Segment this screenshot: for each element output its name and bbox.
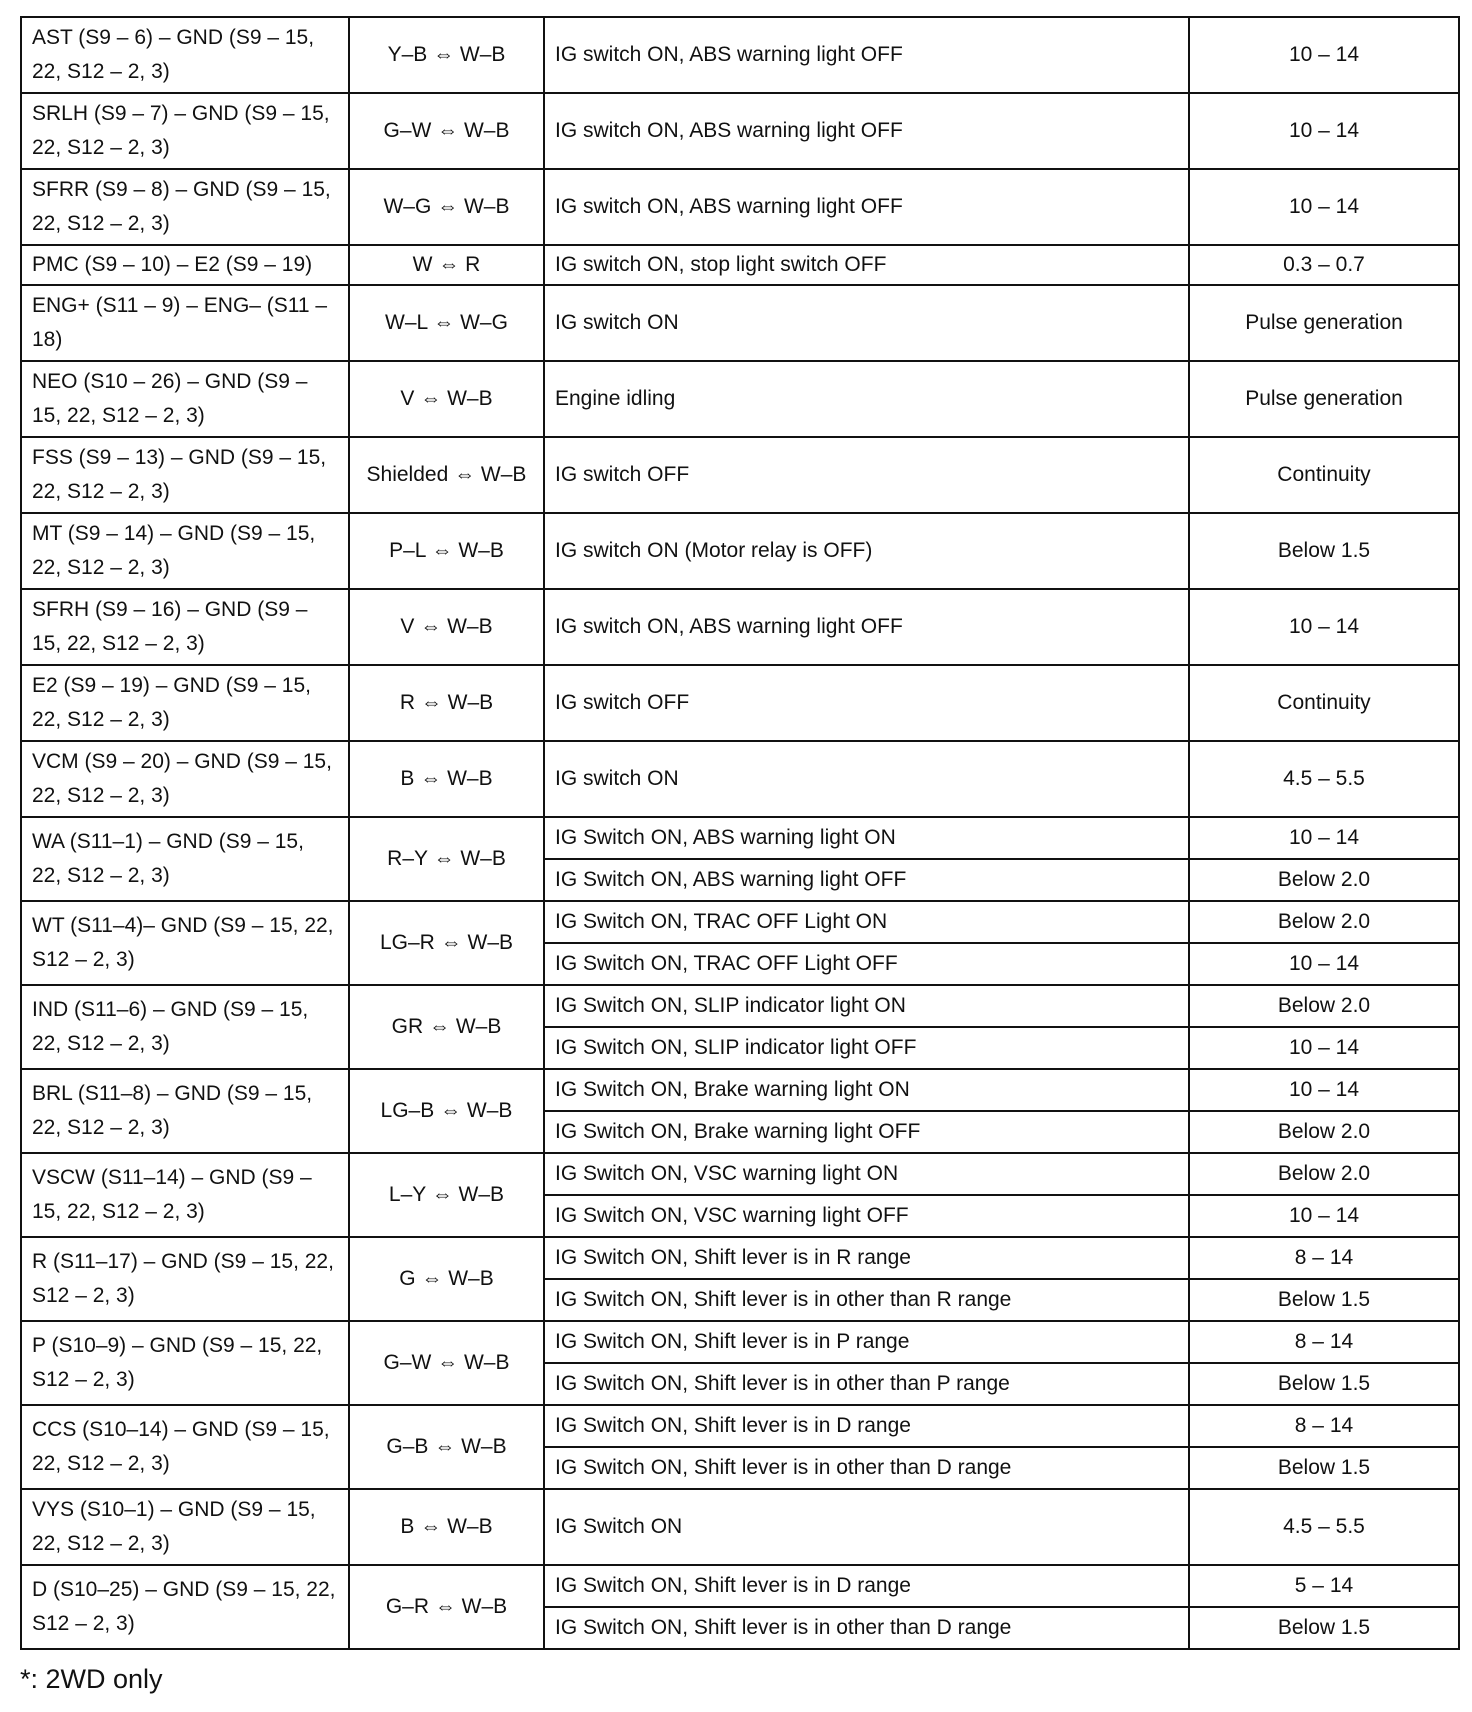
terminal-cell: FSS (S9 – 13) – GND (S9 – 15, 22, S12 – 2, 3) [21,437,349,513]
wiring-color-cell: LG–B ⇔ W–B [349,1069,544,1153]
condition-cell: IG switch ON [544,741,1189,817]
condition-cell: IG switch OFF [544,437,1189,513]
table-row [21,589,1459,665]
terminal-cell: BRL (S11–8) – GND (S9 – 15, 22, S12 – 2, 3) [21,1069,349,1153]
table-row [21,1489,1459,1565]
specified-condition-cell: 10 – 14 [1189,93,1459,169]
table-row [21,901,1459,943]
specified-condition-cell: 10 – 14 [1189,817,1459,859]
table-row [21,1237,1459,1279]
specified-condition-cell: 10 – 14 [1189,169,1459,245]
condition-cell: IG Switch ON, TRAC OFF Light OFF [544,943,1189,985]
wiring-color-cell: G–W ⇔ W–B [349,93,544,169]
table-row [21,1565,1459,1607]
specified-condition-cell: Below 1.5 [1189,1607,1459,1649]
specified-condition-cell: 5 – 14 [1189,1565,1459,1607]
wiring-color-cell: W–L ⇔ W–G [349,285,544,361]
terminal-cell: WT (S11–4)– GND (S9 – 15, 22, S12 – 2, 3) [21,901,349,985]
table-row [21,437,1459,513]
terminal-cell: D (S10–25) – GND (S9 – 15, 22, S12 – 2, 3) [21,1565,349,1649]
terminal-cell: SRLH (S9 – 7) – GND (S9 – 15, 22, S12 – 2, 3) [21,93,349,169]
terminal-cell: IND (S11–6) – GND (S9 – 15, 22, S12 – 2, 3) [21,985,349,1069]
specified-condition-cell: 8 – 14 [1189,1237,1459,1279]
wiring-color-cell: R–Y ⇔ W–B [349,817,544,901]
terminal-cell: P (S10–9) – GND (S9 – 15, 22, S12 – 2, 3) [21,1321,349,1405]
condition-cell: IG Switch ON, Shift lever is in R range [544,1237,1189,1279]
terminal-inspection-table [20,16,1460,1650]
wiring-color-cell: W–G ⇔ W–B [349,169,544,245]
condition-cell: IG Switch ON, Shift lever is in other than D range [544,1607,1189,1649]
terminal-cell: VSCW (S11–14) – GND (S9 – 15, 22, S12 – 2, 3) [21,1153,349,1237]
specified-condition-cell: Pulse generation [1189,285,1459,361]
specified-condition-cell: 10 – 14 [1189,1069,1459,1111]
specified-condition-cell: Below 1.5 [1189,513,1459,589]
specified-condition-cell: 8 – 14 [1189,1405,1459,1447]
table-row [21,1321,1459,1363]
specified-condition-cell: 10 – 14 [1189,1027,1459,1069]
specified-condition-cell: Below 2.0 [1189,1111,1459,1153]
condition-cell: IG switch ON, ABS warning light OFF [544,93,1189,169]
specified-condition-cell: Below 2.0 [1189,859,1459,901]
specified-condition-cell: Below 2.0 [1189,901,1459,943]
wiring-color-cell: G–B ⇔ W–B [349,1405,544,1489]
terminal-cell: E2 (S9 – 19) – GND (S9 – 15, 22, S12 – 2, 3) [21,665,349,741]
condition-cell: IG Switch ON, SLIP indicator light OFF [544,1027,1189,1069]
table-row [21,93,1459,169]
table-row [21,1069,1459,1111]
specified-condition-cell: 10 – 14 [1189,1195,1459,1237]
wiring-color-cell: G–R ⇔ W–B [349,1565,544,1649]
condition-cell: IG Switch ON, Shift lever is in other than R range [544,1279,1189,1321]
footnote: *: 2WD only [20,1664,163,1694]
terminal-cell: CCS (S10–14) – GND (S9 – 15, 22, S12 – 2, 3) [21,1405,349,1489]
condition-cell: IG Switch ON, Shift lever is in D range [544,1565,1189,1607]
wiring-color-cell: B ⇔ W–B [349,741,544,817]
condition-cell: IG Switch ON, Shift lever is in P range [544,1321,1189,1363]
table-row [21,741,1459,817]
wiring-color-cell: W ⇔ R [349,245,544,285]
terminal-cell: MT (S9 – 14) – GND (S9 – 15, 22, S12 – 2, 3) [21,513,349,589]
table-row [21,245,1459,285]
terminal-cell: AST (S9 – 6) – GND (S9 – 15, 22, S12 – 2, 3) [21,17,349,93]
specified-condition-cell: 4.5 – 5.5 [1189,741,1459,817]
specified-condition-cell: Below 1.5 [1189,1279,1459,1321]
wiring-color-cell: V ⇔ W–B [349,589,544,665]
terminal-cell: PMC (S9 – 10) – E2 (S9 – 19) [21,245,349,285]
condition-cell: Engine idling [544,361,1189,437]
table-row [21,17,1459,93]
table-row [21,665,1459,741]
wiring-color-cell: L–Y ⇔ W–B [349,1153,544,1237]
specified-condition-cell: Below 1.5 [1189,1363,1459,1405]
condition-cell: IG switch OFF [544,665,1189,741]
terminal-cell: VYS (S10–1) – GND (S9 – 15, 22, S12 – 2, 3) [21,1489,349,1565]
wiring-color-cell: Shielded ⇔ W–B [349,437,544,513]
wiring-color-cell: Y–B ⇔ W–B [349,17,544,93]
table-row [21,285,1459,361]
condition-cell: IG Switch ON, Shift lever is in D range [544,1405,1189,1447]
specified-condition-cell: 10 – 14 [1189,589,1459,665]
table-row [21,1153,1459,1195]
table-row [21,513,1459,589]
wiring-color-cell: R ⇔ W–B [349,665,544,741]
wiring-color-cell: G–W ⇔ W–B [349,1321,544,1405]
wiring-color-cell: V ⇔ W–B [349,361,544,437]
condition-cell: IG switch ON (Motor relay is OFF) [544,513,1189,589]
specified-condition-cell: Pulse generation [1189,361,1459,437]
condition-cell: IG Switch ON, ABS warning light ON [544,817,1189,859]
specified-condition-cell: Continuity [1189,665,1459,741]
terminal-cell: NEO (S10 – 26) – GND (S9 – 15, 22, S12 – 2, 3) [21,361,349,437]
condition-cell: IG switch ON, ABS warning light OFF [544,17,1189,93]
specified-condition-cell: 8 – 14 [1189,1321,1459,1363]
condition-cell: IG Switch ON, VSC warning light ON [544,1153,1189,1195]
condition-cell: IG Switch ON, Shift lever is in other than P range [544,1363,1189,1405]
wiring-color-cell: P–L ⇔ W–B [349,513,544,589]
table-row [21,817,1459,859]
condition-cell: IG switch ON, ABS warning light OFF [544,589,1189,665]
wiring-color-cell: LG–R ⇔ W–B [349,901,544,985]
condition-cell: IG Switch ON [544,1489,1189,1565]
specified-condition-cell: 4.5 – 5.5 [1189,1489,1459,1565]
terminal-cell: SFRH (S9 – 16) – GND (S9 – 15, 22, S12 – 2, 3) [21,589,349,665]
specified-condition-cell: Below 2.0 [1189,985,1459,1027]
condition-cell: IG switch ON, stop light switch OFF [544,245,1189,285]
specified-condition-cell: Continuity [1189,437,1459,513]
condition-cell: IG Switch ON, Shift lever is in other than D range [544,1447,1189,1489]
wiring-color-cell: B ⇔ W–B [349,1489,544,1565]
condition-cell: IG Switch ON, SLIP indicator light ON [544,985,1189,1027]
table-row [21,169,1459,245]
condition-cell: IG Switch ON, VSC warning light OFF [544,1195,1189,1237]
condition-cell: IG switch ON, ABS warning light OFF [544,169,1189,245]
terminal-cell: SFRR (S9 – 8) – GND (S9 – 15, 22, S12 – 2, 3) [21,169,349,245]
terminal-cell: WA (S11–1) – GND (S9 – 15, 22, S12 – 2, 3) [21,817,349,901]
wiring-color-cell: G ⇔ W–B [349,1237,544,1321]
table-row [21,985,1459,1027]
terminal-cell: ENG+ (S11 – 9) – ENG– (S11 – 18) [21,285,349,361]
wiring-color-cell: GR ⇔ W–B [349,985,544,1069]
terminal-cell: VCM (S9 – 20) – GND (S9 – 15, 22, S12 – 2, 3) [21,741,349,817]
table-row [21,1405,1459,1447]
specified-condition-cell: 10 – 14 [1189,943,1459,985]
condition-cell: IG Switch ON, TRAC OFF Light ON [544,901,1189,943]
specified-condition-cell: Below 2.0 [1189,1153,1459,1195]
specified-condition-cell: 0.3 – 0.7 [1189,245,1459,285]
condition-cell: IG Switch ON, Brake warning light ON [544,1069,1189,1111]
condition-cell: IG Switch ON, Brake warning light OFF [544,1111,1189,1153]
condition-cell: IG Switch ON, ABS warning light OFF [544,859,1189,901]
terminal-cell: R (S11–17) – GND (S9 – 15, 22, S12 – 2, 3) [21,1237,349,1321]
specified-condition-cell: Below 1.5 [1189,1447,1459,1489]
table-row [21,361,1459,437]
specified-condition-cell: 10 – 14 [1189,17,1459,93]
condition-cell: IG switch ON [544,285,1189,361]
